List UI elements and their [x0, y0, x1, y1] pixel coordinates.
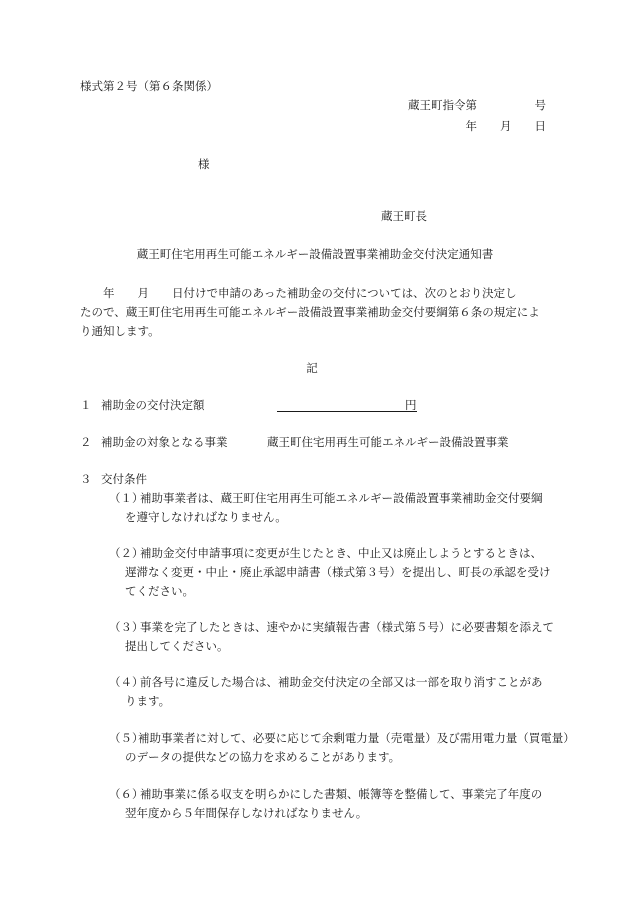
item-number: ２	[80, 435, 92, 449]
body-line: 年 月 日付けで申請のあった補助金の交付については、次のとおり決定し	[80, 286, 517, 300]
item-number: １	[80, 398, 92, 412]
body-line: り通知します。	[80, 324, 160, 338]
addressee-suffix: 様	[198, 157, 210, 171]
condition-line: 前各号に違反した場合は、補助金交付決定の全部又は一部を取り消すことがあ	[140, 675, 543, 689]
condition-line: 事業を完了したときは、速やかに実績報告書（様式第５号）に必要書類を添えて	[140, 620, 554, 634]
condition-line: 補助金交付申請事項に変更が生じたとき、中止又は廃止しようとするときは、	[140, 546, 543, 560]
document-title: 蔵王町住宅用再生可能エネルギー設備設置事業補助金交付決定通知書	[136, 247, 494, 261]
condition-line: ります。	[125, 694, 171, 708]
condition-number: （２）	[109, 546, 144, 560]
condition-line: 補助事業者に対して、必要に応じて余剰電力量（売電量）及び需用電力量（買電量）	[138, 731, 575, 745]
condition-number: （４）	[109, 675, 144, 689]
date-line: 年 月 日	[465, 119, 546, 133]
form-label: 様式第２号（第６条関係）	[80, 79, 218, 93]
document-number: 蔵王町指令第 号	[408, 98, 546, 112]
condition-line: 補助事業に係る収支を明らかにした書類、帳簿等を整備して、事業完了年度の	[140, 787, 543, 801]
item-label: 補助金の交付決定額	[101, 398, 205, 412]
condition-line: 提出してください。	[125, 639, 229, 653]
condition-number: （６）	[109, 787, 144, 801]
condition-line: のデータの提供などの協力を求めることがあります。	[125, 750, 401, 764]
condition-line: てください。	[125, 584, 194, 598]
body-line: たので、蔵王町住宅用再生可能エネルギー設備設置事業補助金交付要綱第６条の規定によ	[80, 305, 540, 319]
item-label: 補助金の対象となる事業	[101, 435, 228, 449]
amount-underline	[277, 411, 417, 412]
item-value: 蔵王町住宅用再生可能エネルギー設備設置事業	[267, 435, 509, 449]
condition-number: （１）	[109, 491, 144, 505]
item-label: 交付条件	[101, 472, 147, 486]
amount-unit: 円	[405, 398, 417, 412]
condition-number: （３）	[109, 620, 144, 634]
condition-line: 補助事業者は、蔵王町住宅用再生可能エネルギー設備設置事業補助金交付要綱	[140, 491, 543, 505]
condition-line: を遵守しなければなりません。	[125, 510, 287, 524]
condition-line: 遅滞なく変更・中止・廃止承認申請書（様式第３号）を提出し、町長の承認を受け	[125, 565, 551, 579]
condition-number: （５）	[109, 731, 144, 745]
item-number: ３	[80, 472, 92, 486]
issuer-name: 蔵王町長	[381, 209, 427, 223]
ki-heading: 記	[306, 361, 318, 375]
condition-line: 翌年度から５年間保存しなければなりません。	[125, 806, 368, 820]
